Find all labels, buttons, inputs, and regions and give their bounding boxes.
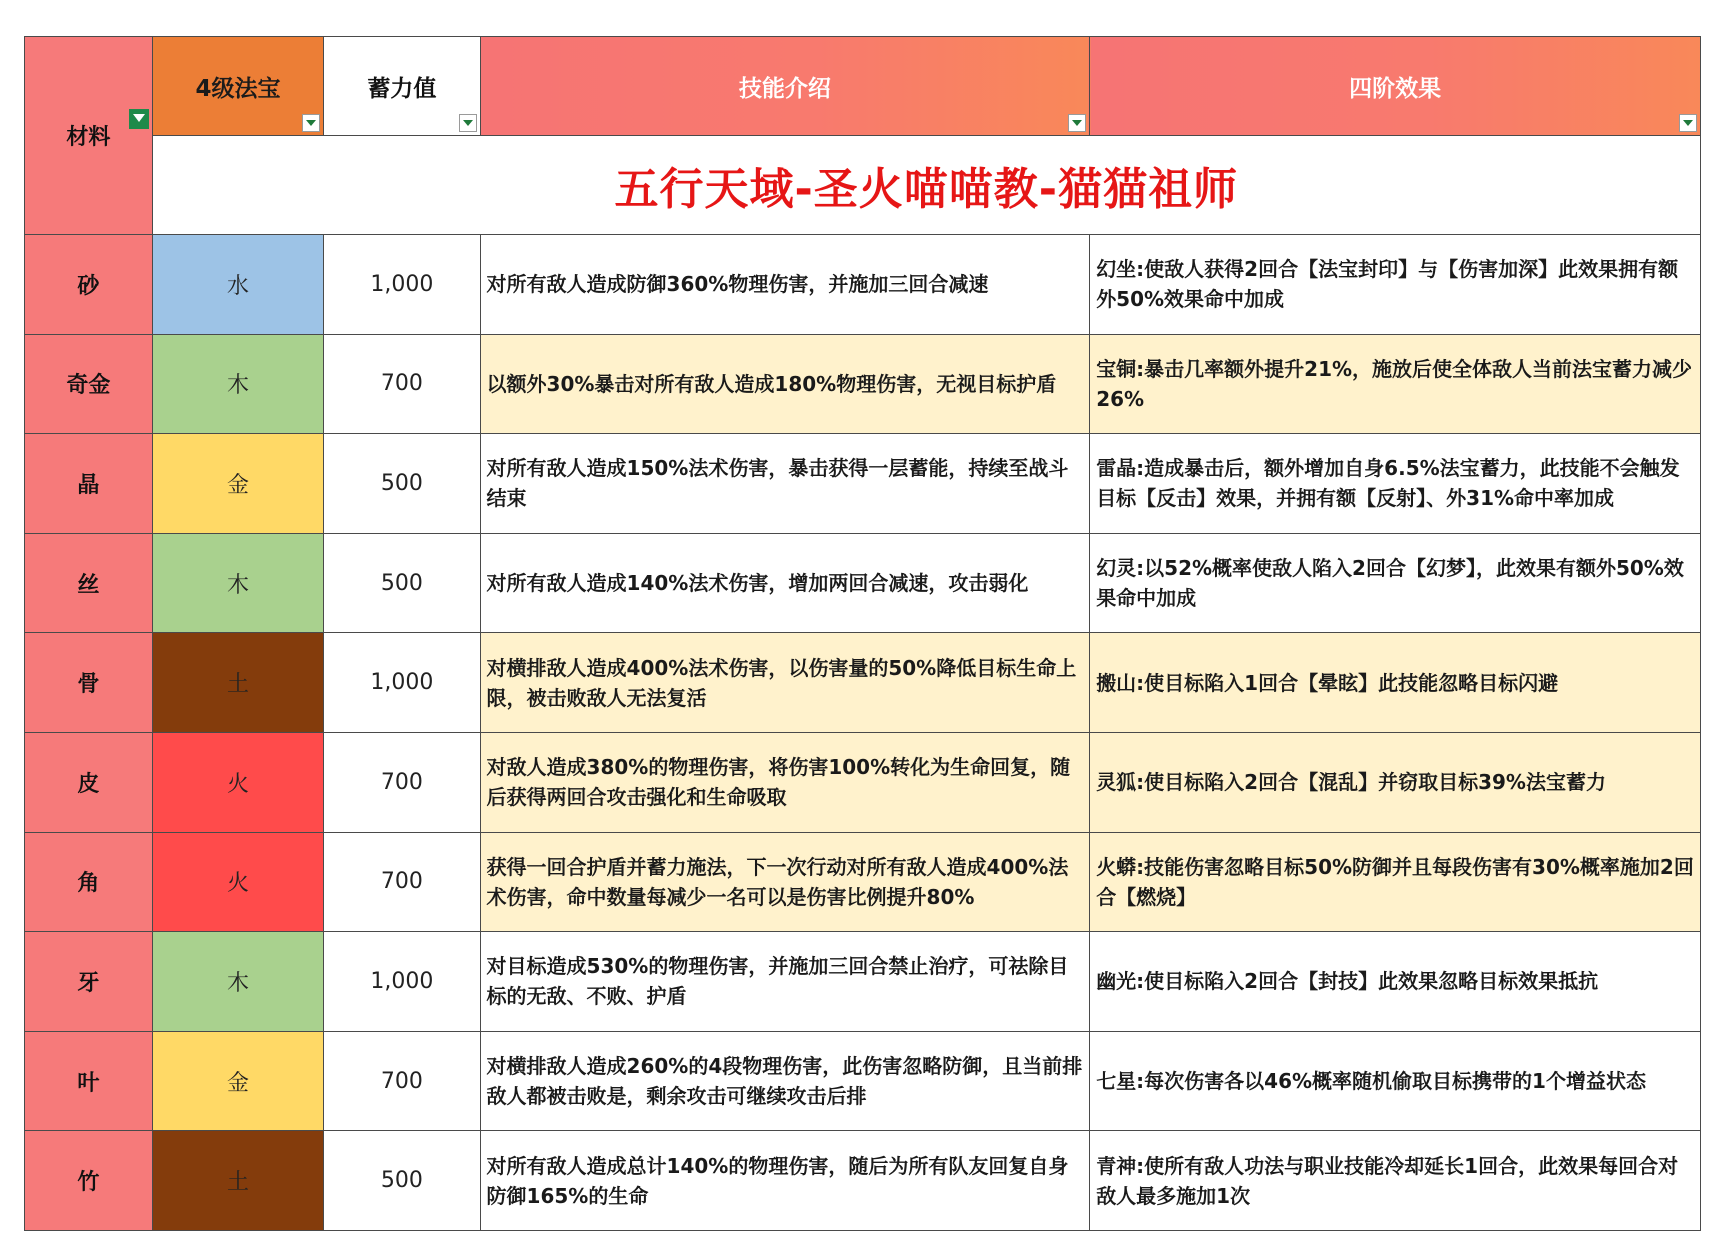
header-artifact-label: 4级法宝	[195, 75, 281, 102]
header-skill[interactable]	[480, 37, 1090, 136]
element-cell[interactable]: 火	[152, 832, 324, 932]
fourth-effect-cell[interactable]: 青神:使所有敌人功法与职业技能冷却延长1回合，此效果每回合对敌人最多施加1次	[1090, 1131, 1701, 1231]
element-cell[interactable]: 金	[152, 1031, 324, 1131]
table-row	[25, 1031, 1701, 1131]
charge-cell[interactable]: 700	[324, 832, 480, 932]
dropdown-arrow-icon[interactable]	[302, 114, 320, 132]
skill-cell[interactable]: 对横排敌人造成400%法术伤害，以伤害量的50%降低目标生命上限，被击败敌人无法复活	[480, 633, 1090, 733]
skill-cell[interactable]: 获得一回合护盾并蓄力施法，下一次行动对所有敌人造成400%法术伤害，命中数量每减少一名可以是伤害比例提升80%	[480, 832, 1090, 932]
element-cell[interactable]: 木	[152, 533, 324, 633]
table-row	[25, 633, 1701, 733]
header-charge[interactable]	[324, 37, 480, 136]
table-row	[25, 932, 1701, 1032]
fourth-effect-cell[interactable]: 搬山:使目标陷入1回合【晕眩】此技能忽略目标闪避	[1090, 633, 1701, 733]
material-cell[interactable]: 叶	[25, 1031, 153, 1131]
material-cell[interactable]: 奇金	[25, 334, 153, 434]
element-cell[interactable]: 火	[152, 732, 324, 832]
fourth-effect-cell[interactable]: 七星:每次伤害各以46%概率随机偷取目标携带的1个增益状态	[1090, 1031, 1701, 1131]
material-cell[interactable]: 晶	[25, 434, 153, 534]
skill-cell[interactable]: 对所有敌人造成140%法术伤害，增加两回合减速，攻击弱化	[480, 533, 1090, 633]
fourth-effect-cell[interactable]: 幻坐:使敌人获得2回合【法宝封印】与【伤害加深】此效果拥有额外50%效果命中加成	[1090, 235, 1701, 335]
element-cell[interactable]: 木	[152, 932, 324, 1032]
material-cell[interactable]: 丝	[25, 533, 153, 633]
charge-cell[interactable]: 1,000	[324, 932, 480, 1032]
skill-cell[interactable]: 对目标造成530%的物理伤害，并施加三回合禁止治疗，可祛除目标的无敌、不败、护盾	[480, 932, 1090, 1032]
table-row	[25, 533, 1701, 633]
charge-cell[interactable]: 700	[324, 334, 480, 434]
skill-cell[interactable]: 对横排敌人造成260%的4段物理伤害，此伤害忽略防御，且当前排敌人都被击败是，剩余攻击可继续攻击后排	[480, 1031, 1090, 1131]
charge-cell[interactable]: 1,000	[324, 235, 480, 335]
charge-cell[interactable]: 700	[324, 732, 480, 832]
fourth-effect-cell[interactable]: 幽光:使目标陷入2回合【封技】此效果忽略目标效果抵抗	[1090, 932, 1701, 1032]
dropdown-arrow-icon[interactable]	[459, 114, 477, 132]
fourth-effect-cell[interactable]: 灵狐:使目标陷入2回合【混乱】并窃取目标39%法宝蓄力	[1090, 732, 1701, 832]
element-cell[interactable]: 土	[152, 1131, 324, 1231]
table-row	[25, 235, 1701, 335]
table-row	[25, 434, 1701, 534]
element-cell[interactable]: 木	[152, 334, 324, 434]
header-artifact[interactable]	[152, 37, 324, 136]
page-title: 五行天域-圣火喵喵教-猫猫祖师	[614, 164, 1239, 215]
material-cell[interactable]: 角	[25, 832, 153, 932]
charge-cell[interactable]: 500	[324, 434, 480, 534]
header-charge-label: 蓄力值	[367, 75, 437, 102]
skill-cell[interactable]: 对所有敌人造成防御360%物理伤害，并施加三回合减速	[480, 235, 1090, 335]
element-cell[interactable]: 金	[152, 434, 324, 534]
charge-cell[interactable]: 1,000	[324, 633, 480, 733]
skill-cell[interactable]: 对所有敌人造成总计140%的物理伤害，随后为所有队友回复自身防御165%的生命	[480, 1131, 1090, 1231]
fourth-effect-cell[interactable]: 雷晶:造成暴击后，额外增加自身6.5%法宝蓄力，此技能不会触发目标【反击】效果，并拥有额【反射】、外31%命中率加成	[1090, 434, 1701, 534]
header-skill-label: 技能介绍	[738, 75, 831, 102]
header-material-label: 材料	[66, 125, 111, 150]
spreadsheet-table	[24, 36, 1701, 1231]
material-cell[interactable]: 骨	[25, 633, 153, 733]
table-row	[25, 1131, 1701, 1231]
dropdown-arrow-icon[interactable]	[1068, 114, 1086, 132]
header-material[interactable]	[25, 37, 153, 235]
charge-cell[interactable]: 500	[324, 533, 480, 633]
table-row	[25, 732, 1701, 832]
skill-cell[interactable]: 对所有敌人造成150%法术伤害，暴击获得一层蓄能，持续至战斗结束	[480, 434, 1090, 534]
title-cell[interactable]	[152, 136, 1700, 235]
table-row	[25, 832, 1701, 932]
table-row	[25, 334, 1701, 434]
material-cell[interactable]: 皮	[25, 732, 153, 832]
skill-cell[interactable]: 对敌人造成380%的物理伤害，将伤害100%转化为生命回复，随后获得两回合攻击强化和生命吸取	[480, 732, 1090, 832]
material-cell[interactable]: 砂	[25, 235, 153, 335]
fourth-effect-cell[interactable]: 宝铜:暴击几率额外提升21%，施放后使全体敌人当前法宝蓄力减少26%	[1090, 334, 1701, 434]
element-cell[interactable]: 土	[152, 633, 324, 733]
material-cell[interactable]: 牙	[25, 932, 153, 1032]
charge-cell[interactable]: 700	[324, 1031, 480, 1131]
charge-cell[interactable]: 500	[324, 1131, 480, 1231]
header-fourth-label: 四阶效果	[1349, 75, 1442, 102]
dropdown-arrow-icon[interactable]	[1679, 114, 1697, 132]
fourth-effect-cell[interactable]: 火蟒:技能伤害忽略目标50%防御并且每段伤害有30%概率施加2回合【燃烧】	[1090, 832, 1701, 932]
fourth-effect-cell[interactable]: 幻灵:以52%概率使敌人陷入2回合【幻梦】，此效果有额外50%效果命中加成	[1090, 533, 1701, 633]
material-cell[interactable]: 竹	[25, 1131, 153, 1231]
skill-cell[interactable]: 以额外30%暴击对所有敌人造成180%物理伤害，无视目标护盾	[480, 334, 1090, 434]
filter-active-icon[interactable]	[129, 109, 149, 129]
element-cell[interactable]: 水	[152, 235, 324, 335]
header-fourth[interactable]	[1090, 37, 1701, 136]
